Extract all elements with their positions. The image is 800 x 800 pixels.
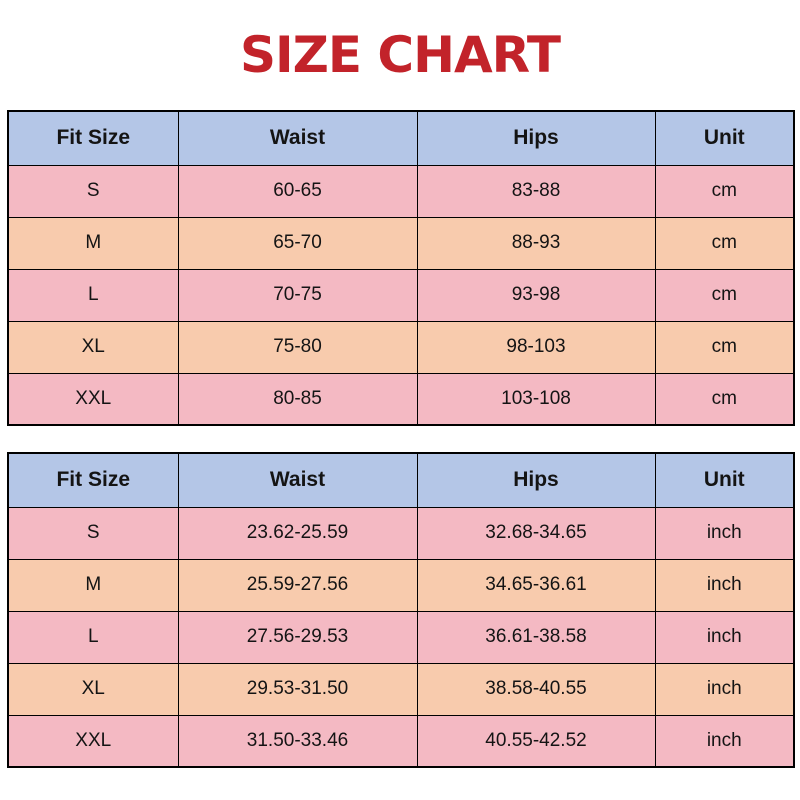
- table-row: [8, 217, 794, 269]
- column-header: Fit Size: [8, 111, 178, 165]
- table-cell: 70-75: [178, 269, 417, 321]
- table-cell: 80-85: [178, 373, 417, 425]
- table-cell: M: [8, 217, 178, 269]
- table-cell: L: [8, 269, 178, 321]
- table-cell: 25.59-27.56: [178, 559, 417, 611]
- size-table-cm-section: [7, 110, 793, 426]
- table-cell: 98-103: [417, 321, 655, 373]
- table-cell: 83-88: [417, 165, 655, 217]
- table-cell: inch: [655, 663, 794, 715]
- table-cell: inch: [655, 559, 794, 611]
- column-header: Waist: [178, 111, 417, 165]
- table-row: [8, 507, 794, 559]
- table-row: [8, 663, 794, 715]
- column-header: Unit: [655, 111, 794, 165]
- table-cell: cm: [655, 373, 794, 425]
- table-cell: 38.58-40.55: [417, 663, 655, 715]
- column-header: Fit Size: [8, 453, 178, 507]
- table-cell: XXL: [8, 715, 178, 767]
- table-cell: 65-70: [178, 217, 417, 269]
- table-cell: L: [8, 611, 178, 663]
- table-cell: 32.68-34.65: [417, 507, 655, 559]
- table-cell: inch: [655, 611, 794, 663]
- column-header: Hips: [417, 111, 655, 165]
- table-cell: XL: [8, 321, 178, 373]
- size-table-inch-section: [7, 452, 793, 768]
- table-cell: cm: [655, 269, 794, 321]
- table-cell: 88-93: [417, 217, 655, 269]
- table-cell: cm: [655, 165, 794, 217]
- table-cell: 60-65: [178, 165, 417, 217]
- table-cell: 34.65-36.61: [417, 559, 655, 611]
- table-row: [8, 715, 794, 767]
- size-chart-cm: [7, 110, 795, 426]
- table-row: [8, 373, 794, 425]
- table-cell: XL: [8, 663, 178, 715]
- table-cell: 23.62-25.59: [178, 507, 417, 559]
- table-cell: inch: [655, 507, 794, 559]
- table-cell: 103-108: [417, 373, 655, 425]
- table-cell: S: [8, 507, 178, 559]
- table-cell: cm: [655, 217, 794, 269]
- page-title: SIZE CHART: [239, 26, 561, 84]
- column-header: Waist: [178, 453, 417, 507]
- table-cell: 31.50-33.46: [178, 715, 417, 767]
- table-cell: S: [8, 165, 178, 217]
- table-row: [8, 165, 794, 217]
- table-cell: inch: [655, 715, 794, 767]
- size-chart-inch: [7, 452, 795, 768]
- table-row: [8, 269, 794, 321]
- table-cell: 75-80: [178, 321, 417, 373]
- table-cell: XXL: [8, 373, 178, 425]
- table-cell: 93-98: [417, 269, 655, 321]
- table-cell: M: [8, 559, 178, 611]
- table-cell: 36.61-38.58: [417, 611, 655, 663]
- table-cell: 29.53-31.50: [178, 663, 417, 715]
- table-cell: 40.55-42.52: [417, 715, 655, 767]
- table-row: [8, 611, 794, 663]
- header-row: [8, 111, 794, 165]
- column-header: Unit: [655, 453, 794, 507]
- table-row: [8, 321, 794, 373]
- table-cell: cm: [655, 321, 794, 373]
- header-row: [8, 453, 794, 507]
- column-header: Hips: [417, 453, 655, 507]
- table-cell: 27.56-29.53: [178, 611, 417, 663]
- table-row: [8, 559, 794, 611]
